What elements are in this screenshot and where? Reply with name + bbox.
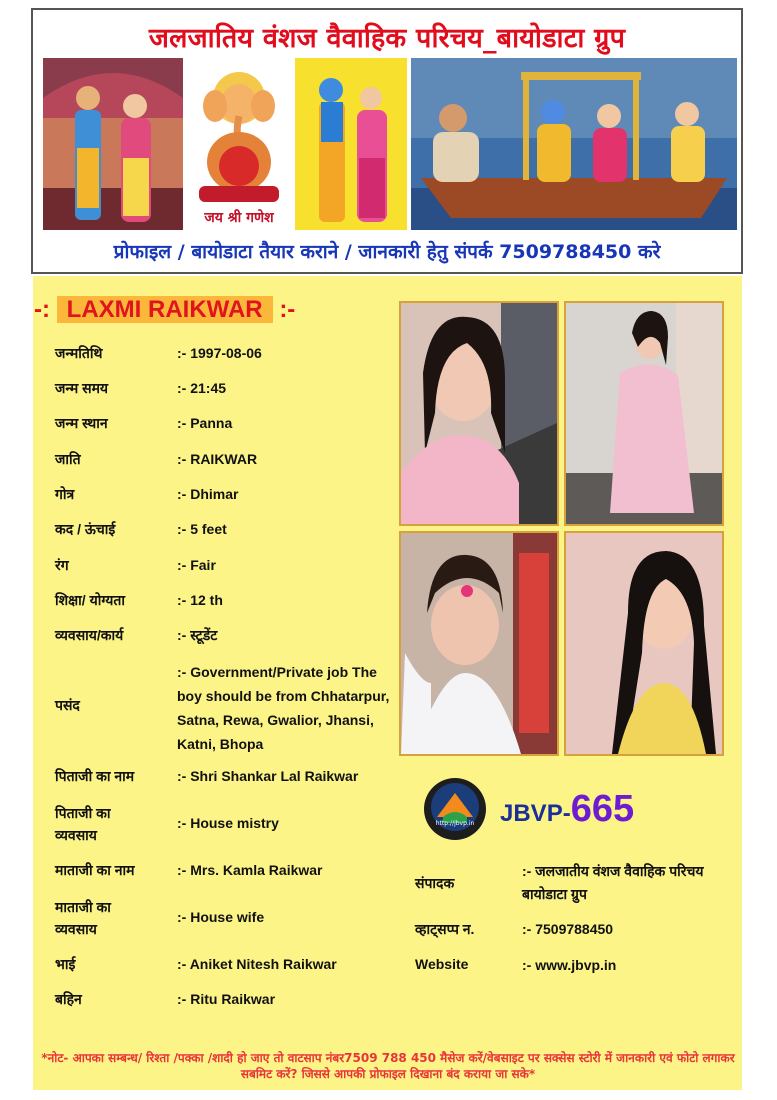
- group-title: जलजातिय वंशज वैवाहिक परिचय_बायोडाटा ग्रुप: [148, 23, 626, 54]
- field-value: :- 12 th: [177, 592, 223, 608]
- field-value: :- 21:45: [177, 380, 227, 396]
- candidate-photo-2: [564, 301, 724, 526]
- field-label: व्यवसाय/कार्य: [55, 627, 124, 643]
- header: [31, 8, 743, 274]
- field-label: माताजी का व्यवसाय: [55, 899, 111, 937]
- field-label: पसंद: [55, 697, 80, 713]
- editor-label: संपादक: [415, 875, 455, 891]
- candidate-photo-3: [399, 531, 559, 756]
- field-value: :- House mistry: [177, 815, 279, 831]
- field-label: माताजी का नाम: [55, 862, 135, 878]
- logo-url: http://jbvp.in: [435, 820, 475, 827]
- field-label: कद / ऊंचाई: [55, 521, 116, 537]
- candidate-name: LAXMI RAIKWAR: [57, 296, 273, 323]
- field-label: पिताजी का नाम: [55, 768, 135, 784]
- field-value: :- Panna: [177, 415, 233, 431]
- profile-code-prefix: JBVP-: [500, 800, 571, 827]
- field-value: :- Government/Private job The boy should be from Chhatarpur, Satna, Rewa, Gwalior, Jhansi, Katni, Bhopa: [177, 664, 390, 752]
- field-value: :- स्टूडेंट: [177, 627, 218, 643]
- field-label: रंग: [55, 557, 69, 573]
- name-heading: [34, 296, 295, 324]
- ganesh-image: [185, 58, 293, 230]
- field-value: :- Aniket Nitesh Raikwar: [177, 956, 337, 972]
- candidate-photo-1: [399, 301, 559, 526]
- field-label: जाति: [55, 451, 81, 467]
- field-value: :- Shri Shankar Lal Raikwar: [177, 768, 359, 784]
- name-prefix: -:: [34, 296, 50, 323]
- field-label: जन्म स्थान: [55, 415, 108, 431]
- ram-sita-wedding-image: [43, 58, 183, 230]
- field-value: :- Ritu Raikwar: [177, 991, 276, 1007]
- field-label: जन्म समय: [55, 380, 109, 396]
- website-value: :- www.jbvp.in: [522, 957, 617, 973]
- field-label: बहिन: [55, 991, 82, 1007]
- whatsapp-value: :- 7509788450: [522, 921, 614, 937]
- field-label: पिताजी का व्यवसाय: [55, 805, 111, 843]
- ganesh-caption: जय श्री गणेश: [204, 210, 274, 226]
- field-value: :- 5 feet: [177, 521, 227, 537]
- jbvp-logo: [423, 777, 487, 841]
- boat-scene-image: [411, 58, 737, 230]
- candidate-photo-4: [564, 531, 724, 756]
- field-value: :- Dhimar: [177, 486, 239, 502]
- profile-code-number: 665: [570, 788, 635, 830]
- profile-code: [500, 788, 634, 831]
- editor-value: :- जलजातीय वंशज वैवाहिक परिचय बायोडाटा ग्रुप: [522, 863, 704, 902]
- name-suffix: :-: [279, 296, 296, 323]
- footer-note: *नोट- आपका सम्बन्ध/ रिश्ता /पक्का /शादी हो जाए तो वाटसाप नंबर7509 788 450 मैसेज करें/वेबसाइट पर सक्सेस स्टोरी में जानकारी एवं फोटो लगाकर सबमिट करें? जिससे आपकी प्रोफाइल दिखाना बंद कराया जा सके*: [41, 1051, 735, 1081]
- field-value: :- RAIKWAR: [177, 451, 258, 467]
- whatsapp-label: व्हाट्सप्प न.: [415, 921, 475, 937]
- field-label: भाई: [55, 956, 76, 972]
- field-label: शिक्षा/ योग्यता: [55, 592, 125, 608]
- field-value: :- Mrs. Kamla Raikwar: [177, 862, 323, 878]
- field-value: :- House wife: [177, 909, 265, 925]
- field-label: जन्मतिथि: [55, 345, 103, 361]
- field-value: :- 1997-08-06: [177, 345, 262, 361]
- ram-sita-image: [295, 58, 407, 230]
- field-value: :- Fair: [177, 557, 216, 573]
- website-label: Website: [415, 956, 469, 972]
- contact-line: प्रोफाइल / बायोडाटा तैयार कराने / जानकारी हेतु संपर्क 7509788450 करे: [113, 241, 661, 263]
- field-label: गोत्र: [55, 486, 75, 502]
